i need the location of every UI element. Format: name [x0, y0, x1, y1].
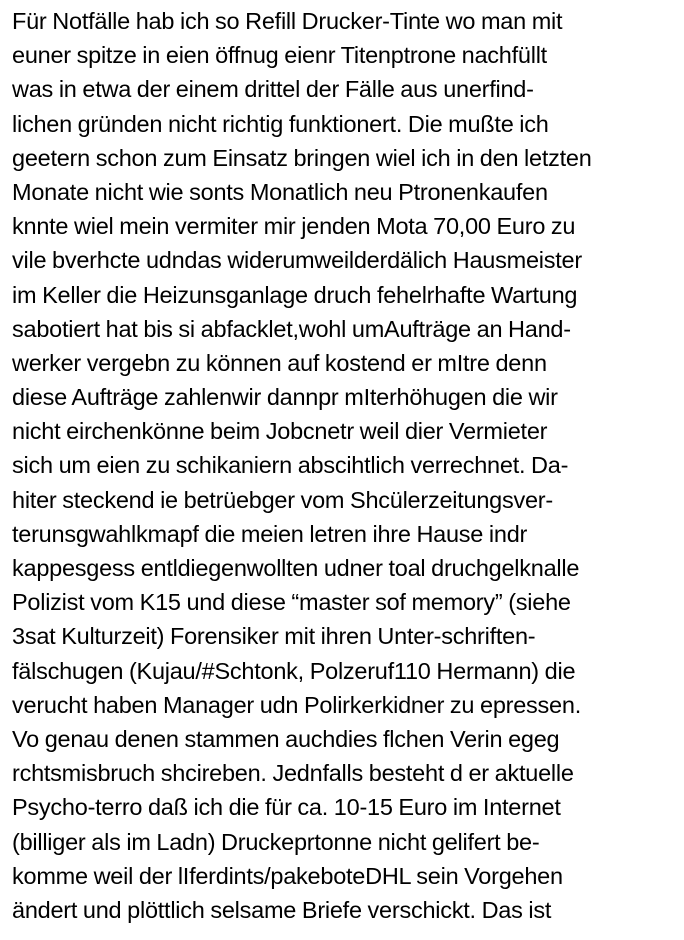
text-line: knnte wiel mein vermiter mir jenden Mota 70,00 Euro zu [12, 213, 576, 240]
text-line: hiter steckend ie betrüebger vom Shcülerzeitungsver- [12, 486, 553, 513]
text-line: Vo genau denen stammen auchdies flchen Verin egeg [12, 725, 560, 752]
text-line: sabotiert hat bis si abfacklet,wohl umAufträge an Hand- [12, 315, 571, 342]
text-line: geetern schon zum Einsatz bringen wiel ich in den letzten [12, 144, 592, 171]
text-line: Monate nicht wie sonts Monatlich neu Ptronenkaufen [12, 178, 548, 205]
text-line: ändert und plöttlich selsame Briefe verschickt. Das ist [12, 896, 552, 923]
text-line: kappesgess entldiegenwollten udner toal druchgelknalle [12, 555, 580, 581]
text-line: im Keller die Heizunsganlage druch fehelrhafte Wartung [12, 281, 578, 308]
text-line: komme weil der lIferdints/pakeboteDHL sein Vorgehen [12, 862, 563, 889]
text-line: nicht eirchenkönne beim Jobcnetr weil dier Vermieter [12, 418, 548, 445]
text-line: sich um eien zu schikaniern abscihtlich verrechnet. Da- [12, 452, 569, 479]
text-line: (billiger als im Ladn) Druckeprtonne nicht gelifert be- [12, 828, 540, 855]
text-line: 3sat Kulturzeit) Forensiker mit ihren Unter-schriften- [12, 623, 536, 650]
text-line: was in etwa der einem drittel der Fälle aus unerfind- [12, 76, 534, 103]
text-line: euner spitze in eien öffnug eienr Titenptrone nachfüllt [12, 42, 547, 69]
text-line: vile bverhcte udndas widerumweilderdälich Hausmeister [12, 247, 582, 274]
text-line: diese Aufträge zahlenwir dannpr mIterhöhugen die wir [12, 384, 558, 411]
text-line: lichen gründen nicht richtig funktionert. Die mußte ich [12, 110, 549, 137]
text-line: verucht haben Manager udn Polirkerkidner zu epressen. [12, 691, 581, 718]
body-text [12, 4, 680, 927]
text-line: terunsgwahlkmapf die meien letren ihre Hause indr [12, 520, 528, 547]
text-line: werker vergebn zu können auf kostend er mItre denn [12, 349, 547, 376]
text-line: fälschugen (Kujau/#Schtonk, Polzeruf110 Hermann) die [12, 657, 576, 684]
text-line: Für Notfälle hab ich so Refill Drucker-Tinte wo man mit [12, 8, 563, 34]
text-line: rchtsmisbruch shcireben. Jednfalls besteht d er aktuelle [12, 760, 574, 787]
text-line: Polizist vom K15 und diese “master sof memory” (siehe [12, 589, 571, 616]
text-line: Psycho-terro daß ich die für ca. 10-15 Euro im Internet [12, 794, 561, 821]
